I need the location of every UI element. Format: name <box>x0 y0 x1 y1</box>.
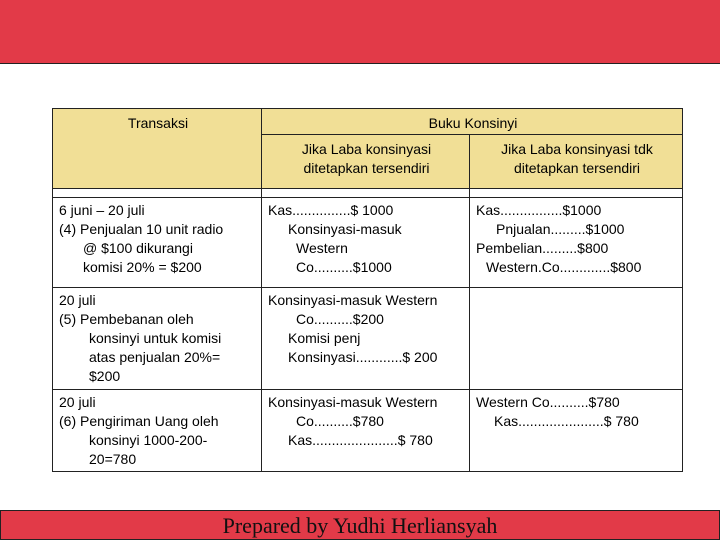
row1-laba-tdk-tersendiri: Kas................$1000 Pnjualan.........$1000 Pembelian.........$800 Western.Co.............$800 <box>470 198 683 288</box>
row1-transaksi <box>53 198 262 288</box>
header-sub2-line1: Jika Laba konsinyasi tdk <box>501 141 653 157</box>
header-transaksi: Transaksi <box>53 109 262 189</box>
row2-transaksi: 20 juli (5) Pembebanan oleh konsinyi untuk komisi atas penjualan 20%= $200 <box>53 288 262 390</box>
header-laba-tersendiri <box>262 135 470 189</box>
header-sub1-line2: ditetapkan tersendiri <box>303 160 430 176</box>
row2-laba-tdk-tersendiri <box>470 288 683 390</box>
header-buku-konsinyi: Buku Konsinyi <box>262 109 683 135</box>
row3-laba-tersendiri: Konsinyasi-masuk Western Co..........$780 Kas......................$ 780 <box>262 390 470 472</box>
header-sub1-line1: Jika Laba konsinyasi <box>301 141 432 157</box>
top-banner <box>0 0 720 64</box>
header-laba-tdk-tersendiri <box>470 135 683 189</box>
row1-date: 6 juni – 20 juli <box>59 202 145 218</box>
table-row <box>53 198 683 288</box>
row1-desc: (4) Penjualan 10 unit radio @ $100 dikurangi komisi 20% = $200 <box>59 221 224 275</box>
header-sub2-line2: ditetapkan tersendiri <box>513 160 641 176</box>
consignment-table <box>52 108 683 472</box>
table-row <box>53 390 683 472</box>
row2-laba-tersendiri: Konsinyasi-masuk Western Co..........$200 Komisi penj Konsinyasi............$ 200 <box>262 288 470 390</box>
row3-transaksi: 20 juli (6) Pengiriman Uang oleh konsinyi 1000-200- 20=780 <box>53 390 262 472</box>
row3-laba-tdk-tersendiri: Western Co..........$780 Kas......................$ 780 <box>470 390 683 472</box>
footer-text: Prepared by Yudhi Herliansyah <box>222 513 498 538</box>
row1-laba-tersendiri: Kas...............$ 1000 Konsinyasi-masuk Western Co..........$1000 <box>262 198 470 288</box>
table-row <box>53 288 683 390</box>
